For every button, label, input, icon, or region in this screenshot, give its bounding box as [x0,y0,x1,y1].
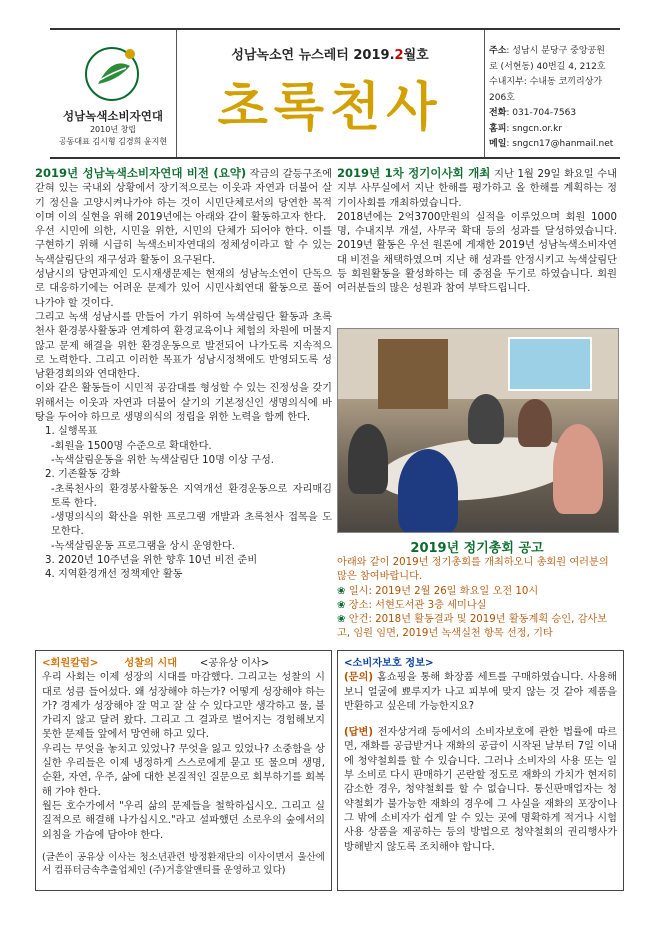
contact-row [489,75,620,106]
column-author: <공유상 이사> [199,658,270,669]
masthead-title: 초록천사 [217,77,443,138]
column-body: 우리는 무엇을 놓치고 있었나? 무엇을 잃고 있었나? 소중함을 상실한 우리들은 이제 냉정하게 스스로에게 묻고 또 물으며 생명, 순환, 자연, 우주, 삶에 대한 본질적인 질문으로 회부하기를 회복해 가야 한다. [42,743,325,798]
consumer-question [344,671,617,714]
contact-row [489,122,620,138]
contact-value: : sngcn17@hanmail.net [506,139,614,149]
consumer-answer [344,726,617,855]
meeting-photo [337,328,619,533]
contact-value: 수내지부: 수내동 코끼리상가 206호 [489,77,603,103]
green-consumer-logo [68,36,156,108]
vision-paragraph: 우선 시민에 의한, 시민을 위한, 시민의 단체가 되어야 한다. 이를 구현하기 위해 시급히 녹색소비자연대의 정체성이라고 할 수 있는 녹색살림단의 재구성과 활동이 요구된다. [35,226,332,266]
contact-row [489,60,620,76]
contact-value: 로 (서현동) 40번길 4, 212호 [489,61,606,72]
issue-month: 2 [394,48,404,63]
photo-person [518,399,552,447]
vision-paragraph: 이와 같은 활동들이 시민적 공감대를 형성할 수 있는 진정성을 갖기 위해서는 이웃과 자연과 더불어 살기의 기본정신인 생명의식에 바탕을 두어야 하므로 생명의식의 정립을 위한 노력을 함께 한다. [35,383,332,424]
vision-title: 2019년 성남녹색소비자연대 비전 (요약) [35,166,247,180]
column-header [42,657,325,671]
vision-list-item: 4. 지역환경개선 정책제안 활동 [45,569,183,581]
contact-value: : 성남시 분당구 중앙공원 [506,46,605,56]
notice-intro: 아래와 같이 2019년 정기총회를 개최하오니 총회원 여러분의 많은 참여바랍니다. [337,557,609,583]
masthead-header [50,28,620,159]
board-title: 2019년 1차 정기이사회 개최 [337,166,491,180]
notice-item [337,585,617,599]
contact-label: 홈피 [489,123,507,134]
org-founded: 2010년 창립 [89,125,137,134]
notice-item-value: : 서현도서관 3층 세미나실 [368,599,487,611]
question-text: 홈쇼핑을 통해 화장품 세트를 구매하였습니다. 사용해 보니 얼굴에 뾰루지가 나고 피부에 맞지 않는 것 같아 제품을 반환하고 싶은데 가능한지요? [344,672,617,712]
title-block [177,30,483,157]
issue-prefix: 성남녹소연 뉴스레터 2019. [231,48,395,63]
contact-label: 주소 [489,46,507,56]
member-column-box [35,650,332,891]
notice-item-value: : 2019년 2월 26일 화요일 오전 10시 [368,585,539,597]
notice-list [337,585,617,642]
vision-list-item: -초록천사의 환경봉사활동은 지역개선 환경운동으로 자리매김토록 한다. [51,483,332,509]
vision-lead: 작금의 갈등구조에 갇혀 있는 국내외 상황에서 장기적으로는 이웃과 자연과 더불어 살기 정신을 고양시켜나가야 하는 것이 시민단체로서의 당연한 목적이며 이의 실현을 위해 2019년에는 아래와 같이 활동하고자 한다. [35,169,332,223]
flower-bullet-icon: ❀ [337,599,349,611]
vision-list-item: -녹색살림운동 프로그램을 상시 운영한다. [51,540,235,552]
org-info [50,108,176,148]
column-footnote: (글쓴이 공유상 이사는 청소년관련 방정환재단의 이사이면서 울산에서 컴퓨터금속추출업체인 (주)거흥알앤티를 운영하고 있다) [42,851,325,876]
answer-label: (답변) [344,727,373,739]
board-article [337,166,617,297]
photo-board [508,337,592,391]
notice-item-value: : 2018년 활동결과 및 2019년 활동계획 승인, 감사보고, 임원 임면, 2019년 녹색실천 항목 선정, 기타 [337,614,608,640]
notice-body [337,556,617,642]
vision-paragraph: 성남시의 당면과제인 도시재생문제는 현재의 성남녹소연이 단독으로 대응하기에는 어려운 문제가 있어 시민사회연대 활동으로 풀어나가야 할 것이다. [35,269,332,309]
board-paragraph: 2018년에는 2억3700만원의 실적을 이루었으며 회원 1000명, 수내지부 개설, 사무국 확대 등의 성과를 달성하였습니다. 2019년 활동은 우선 원론에 게재한 2019년 성남녹색소비자연대 비전을 채택하였으며 지난 해 성과를 안정시키고 녹색살림단 등 회원활동을 활성화하는 데 중점을 두기로 하였습니다. 회원 여러분들의 많은 성원과 참여 부탁드립니다. [337,211,617,295]
notice-title: 2019년 정기총회 공고 [410,541,544,556]
flower-bullet-icon: ❀ [337,614,349,626]
notice-item-label: 일시 [348,585,369,597]
board-lead: 지난 1월 29일 화요일 수내지부 사무실에서 지난 한해를 평가하고 올 한해를 계획하는 정기이사회를 개최하였습니다. [337,169,617,209]
contact-row [489,106,620,122]
contact-info [484,30,620,157]
contact-row [489,44,620,60]
vision-list-item: -회원을 1500명 수준으로 확대한다. [51,440,212,452]
contact-value: : sngcn.or.kr [506,123,563,134]
flower-bullet-icon: ❀ [337,585,349,597]
notice-item-label: 장소 [348,599,369,611]
answer-text: 전자상거래 등에서의 소비자보호에 관한 법률에 따르면, 재화를 공급받거나 재화의 공급이 시작된 날부터 7일 이내에 청약철회를 할 수 있습니다. 그러나 소비자의 사용 또는 일부 소비로 다시 판매하기 곤란할 정도로 재화의 가치가 현저히 감소한 경우, 청약철회를 할 수 없습니다. 통신판매업자는 청약철회가 불가능한 재화의 경우에 그 사실을 재화의 포장이나 그 밖에 소비자가 쉽게 알 수 있는 곳에 명확하게 적거나 시험 사용 상품을 제공하는 등의 방법으로 청약철회의 권리행사가 방해받지 않도록 조치해야 합니다. [344,727,617,853]
column-title: 성찰의 시대 [124,658,178,669]
notice-item [337,599,617,613]
org-reps: 공동대표 김시형 김경희 윤지현 [58,137,168,146]
photo-person [553,424,603,514]
photo-person [398,449,458,533]
photo-person [348,424,388,494]
vision-article [35,166,332,583]
contact-label: 메일 [489,139,507,149]
contact-label: 전화 [489,108,507,118]
question-label: (문의) [344,672,373,684]
vision-paragraph: 그리고 녹색 성남시를 만들어 가기 위하여 녹색살림단 활동과 초록천사 환경봉사활동과 연계하여 환경교육이나 체험의 차원에 머물지 않고 문제 해결을 위한 환경운동으로 발전되어 나가도록 지속적으로 노력한다. 그리고 이러한 목표가 성남시정책에도 반영되도록 성남환경회의와 연대한다. [35,311,332,381]
vision-list-item: 2. 기존활동 강화 [45,469,121,481]
newsletter-issue [177,44,483,63]
logo-block [50,30,177,157]
org-name: 성남녹색소비자연대 [63,109,163,123]
column-body: 우리 사회는 이제 성장의 시대를 마감했다. 그리고는 성찰의 시대로 성큼 들어섰다. 왜 성장해야 하는가? 어떻게 성장해야 하는가? 경제가 성장해야 잘 먹고 잘 살 수 있다고만 생각하고 물, 불 가리지 않고 달려 왔다. 그리고 그 결과로 벌어지는 경험해보지 못한 문제들 앞에서 망연해 하고 있다. [42,672,325,741]
photo-shelf [378,339,448,409]
vision-list-item: -생명의식의 확산을 위한 프로그램 개발과 초록천사 접목을 도모한다. [51,512,332,538]
contact-value: : 031-704-7563 [506,108,577,118]
column-label: <회원칼럼> [42,658,99,669]
notice-item-label: 안건 [348,614,369,626]
vision-list-item: -녹색살림운동을 위한 녹색살림단 10명 이상 구성. [51,454,275,466]
contact-row [489,137,620,153]
vision-list-item: 3. 2020년 10주년을 위한 향후 10년 비전 준비 [45,555,258,567]
column-body: 월든 호수가에서 "우리 삶의 문제들을 철학하십시오. 그리고 실질적으로 해결해 나가십시오."라고 설파했던 소로우의 숲에서의 외침을 가슴에 담아야 한다. [42,800,325,841]
vision-list [35,425,332,582]
issue-suffix: 월호 [403,48,429,63]
vision-list-item: 1. 실행목표 [45,426,98,438]
notice-item [337,613,617,642]
photo-person [468,394,504,444]
consumer-label: <소비자보호 정보> [344,658,434,669]
consumer-info-box [337,650,624,891]
